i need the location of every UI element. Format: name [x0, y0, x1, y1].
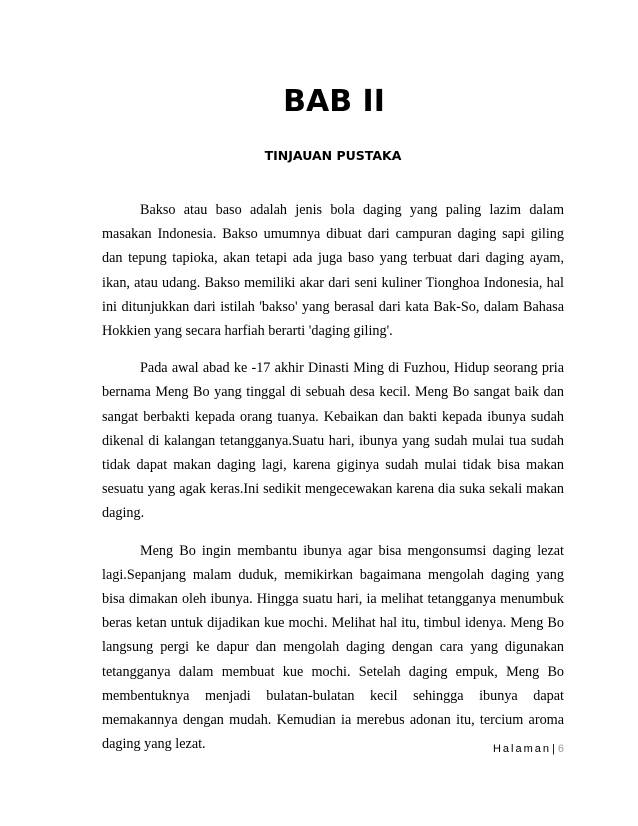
page-label: Halaman: [492, 743, 552, 755]
page-footer: [493, 743, 564, 755]
paragraph: Meng Bo ingin membantu ibunya agar bisa mengonsumsi daging lezat lagi.Sepanjang malam duduk, memikirkan bagaimana mengolah daging yang bisa dimakan oleh ibunya. Hingga suatu hari, ia melihat tetangganya menumbuk beras ketan untuk dijadikan kue mochi. Melihat hal itu, timbul idenya. Meng Bo langsung pergi ke dapur dan mengolah daging dengan cara yang digunakan tetangganya dalam membuat kue mochi. Setelah daging empuk, Meng Bo membentuknya menjadi bulatan-bulatan kecil sehingga ibunya dapat memakannya dengan mudah. Kemudian ia merebus adonan itu, tercium aroma daging yang lezat.: [102, 542, 564, 753]
footer-separator: |: [552, 743, 555, 755]
body-text: [102, 198, 564, 769]
section-title: TINJAUAN PUSTAKA: [264, 148, 402, 163]
paragraph: Pada awal abad ke -17 akhir Dinasti Ming di Fuzhou, Hidup seorang pria bernama Meng Bo yang tinggal di sebuah desa kecil. Meng Bo sangat baik dan sangat berbakti kepada orang tuanya. Kebaikan dan bakti kepada ibunya sudah dikenal di kalangan tetangganya.Suatu hari, ibunya yang sudah mulai tua sudah tidak dapat makan daging lagi, karena giginya sudah mulai tidak bisa makan sesuatu yang agak keras.Ini sedikit mengecewakan karena dia suka sekali makan daging.: [102, 360, 564, 522]
page-number: 6: [557, 743, 564, 755]
paragraph: Bakso atau baso adalah jenis bola daging yang paling lazim dalam masakan Indonesia. Bakso umumnya dibuat dari campuran daging sapi giling dan tepung tapioka, akan tetapi ada juga baso yang terbuat dari daging ayam, ikan, atau udang. Bakso memiliki akar dari seni kuliner Tionghoa Indonesia, hal ini ditunjukkan dari istilah 'bakso' yang berasal dari kata Bak-So, dalam Bahasa Hokkien yang secara harfiah berarti 'daging giling'.: [102, 202, 564, 340]
chapter-title: BAB II: [283, 84, 385, 119]
